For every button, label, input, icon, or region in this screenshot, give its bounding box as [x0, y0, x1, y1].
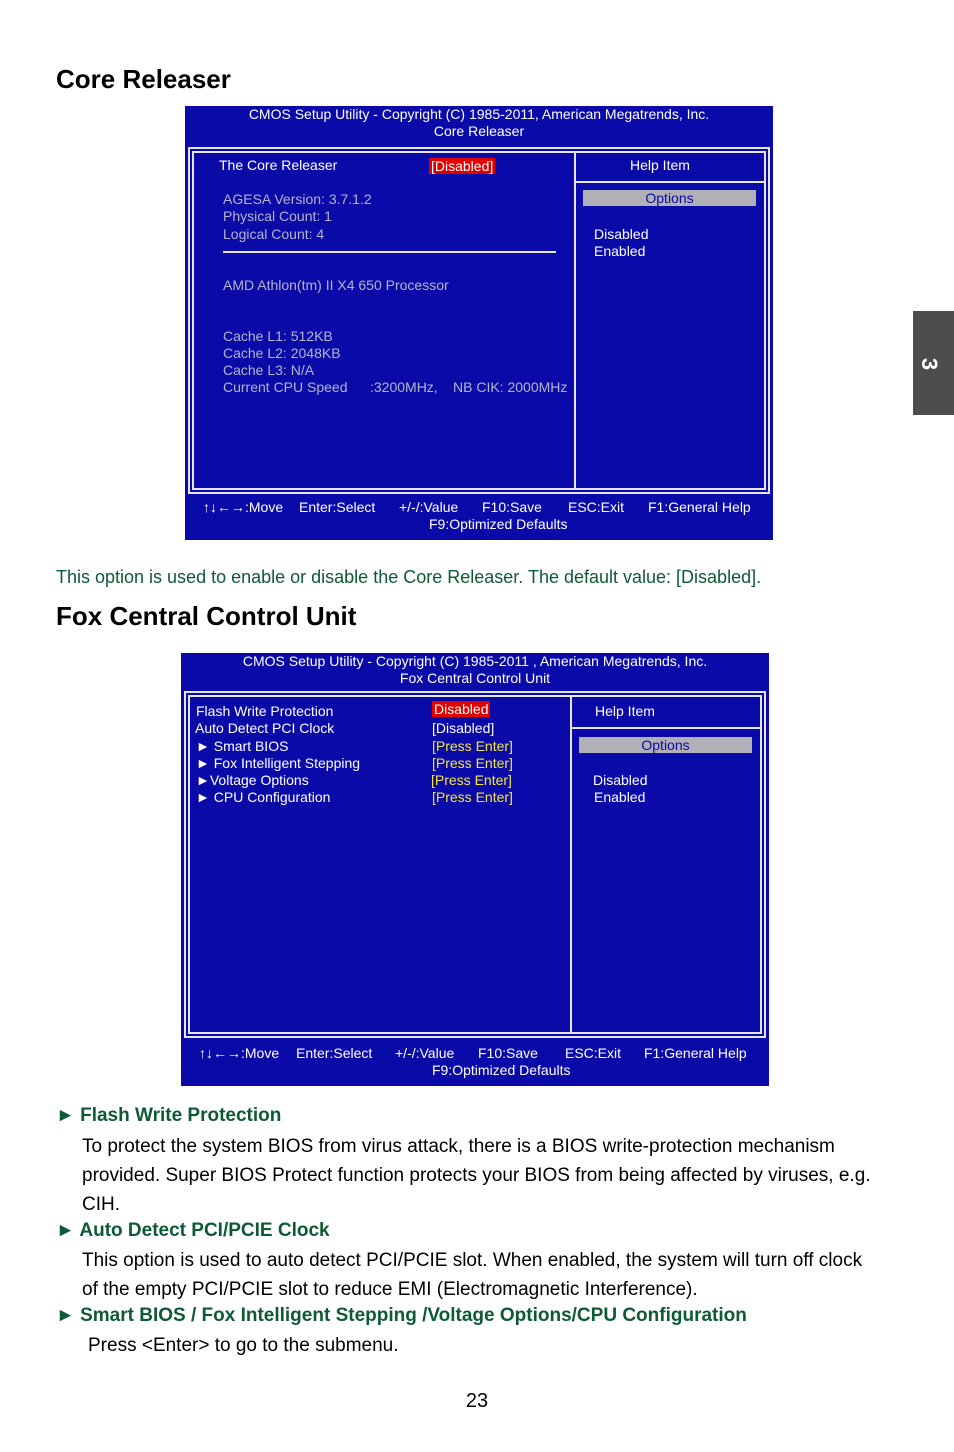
item-auto-detect-pci-clock[interactable]: Auto Detect PCI Clock — [195, 720, 335, 736]
text-line: provided. Super BIOS Protect function protects your BIOS from being affected by viruses, e.g. — [82, 1165, 871, 1186]
bios-help-divider — [572, 727, 760, 729]
page-number: 23 — [465, 1390, 489, 1412]
item-cpu-configuration[interactable]: ► CPU Configuration — [196, 789, 331, 805]
text-line: This option is used to auto detect PCI/PCIE slot. When enabled, the system will turn off clock — [82, 1250, 863, 1271]
help-item-title: Help Item — [630, 157, 690, 173]
bullet-text-auto-detect-pci — [82, 1246, 862, 1304]
item-smart-bios[interactable]: ► Smart BIOS — [196, 738, 289, 754]
chapter-number: 3 — [917, 357, 943, 371]
section-title-core-releaser: Core Releaser — [56, 64, 231, 94]
bullet-heading-smart-bios-submenus: ► Smart BIOS / Fox Intelligent Stepping /Voltage Options/CPU Configuration — [56, 1305, 747, 1326]
item-flash-write-protection[interactable]: Flash Write Protection — [196, 703, 334, 719]
cpu-speed-value: :3200MHz, — [370, 379, 438, 395]
logical-count: Logical Count: 4 — [223, 226, 325, 242]
text-line: To protect the system BIOS from virus attack, there is a BIOS write-protection mechanism — [82, 1136, 835, 1157]
footer-defaults: F9:Optimized Defaults — [429, 516, 568, 532]
option-disabled[interactable]: Disabled — [594, 226, 649, 242]
help-item-title: Help Item — [595, 703, 655, 719]
footer-help: F1:General Help — [644, 1045, 747, 1061]
footer-move: ↑↓←→:Move — [199, 1045, 280, 1061]
footer-save: F10:Save — [478, 1045, 538, 1061]
footer-help: F1:General Help — [648, 499, 751, 515]
bios-column-divider — [574, 151, 576, 488]
footer-value: +/-/:Value — [395, 1045, 455, 1061]
bios-header-line2: Core Releaser — [433, 123, 525, 139]
footer-defaults: F9:Optimized Defaults — [432, 1062, 571, 1078]
footer-value: +/-/:Value — [399, 499, 459, 515]
cache-l1: Cache L1: 512KB — [223, 328, 333, 344]
value-auto-detect-pci-clock[interactable]: [Disabled] — [432, 720, 495, 736]
text-line: CIH. — [82, 1194, 120, 1215]
core-releaser-description: This option is used to enable or disable the Core Releaser. The default value: [Disabled]. — [56, 567, 762, 587]
bullet-text-flash-write-protection — [82, 1132, 871, 1219]
footer-move: ↑↓←→:Move — [203, 499, 284, 515]
bullet-text-smart-bios-submenus — [88, 1331, 399, 1360]
item-voltage-options[interactable]: ►Voltage Options — [196, 772, 309, 788]
chapter-tab — [913, 311, 954, 415]
bullet-heading-flash-write-protection: ► Flash Write Protection — [56, 1105, 282, 1126]
bios-column-divider — [570, 695, 572, 1032]
bios-screen-core-releaser — [185, 106, 773, 540]
value-smart-bios[interactable]: [Press Enter] — [432, 738, 513, 754]
footer-save: F10:Save — [482, 499, 542, 515]
value-fox-intelligent-stepping[interactable]: [Press Enter] — [432, 755, 513, 771]
bios-header-line1: CMOS Setup Utility - Copyright (C) 1985-2011 , American Megatrends, Inc. — [242, 653, 708, 669]
value-flash-write-protection-text: Disabled — [434, 701, 489, 717]
cache-l3: Cache L3: N/A — [223, 362, 315, 378]
option-enabled[interactable]: Enabled — [594, 243, 646, 259]
core-releaser-value[interactable] — [429, 158, 495, 174]
info-divider — [223, 251, 556, 253]
footer-exit: ESC:Exit — [568, 499, 625, 515]
options-bar: Options — [579, 737, 752, 753]
agesa-version: AGESA Version: 3.7.1.2 — [223, 191, 372, 207]
bios-header-line1: CMOS Setup Utility - Copyright (C) 1985-2011, American Megatrends, Inc. — [248, 106, 710, 122]
item-fox-intelligent-stepping[interactable]: ► Fox Intelligent Stepping — [196, 755, 361, 771]
physical-count: Physical Count: 1 — [223, 208, 332, 224]
bios-screen-fox-ccu — [181, 653, 769, 1086]
bios-help-divider — [576, 181, 764, 183]
core-releaser-label[interactable]: The Core Releaser — [219, 157, 338, 173]
nb-clock: NB CIK: 2000MHz — [453, 379, 568, 395]
footer-select: Enter:Select — [296, 1045, 373, 1061]
value-voltage-options[interactable]: [Press Enter] — [431, 772, 512, 788]
cpu-speed-label: Current CPU Speed — [223, 379, 348, 395]
value-cpu-configuration[interactable]: [Press Enter] — [432, 789, 513, 805]
value-flash-write-protection[interactable] — [432, 701, 490, 717]
processor-name: AMD Athlon(tm) II X4 650 Processor — [223, 277, 449, 293]
option-enabled[interactable]: Enabled — [594, 789, 646, 805]
bullet-heading-auto-detect-pci: ► Auto Detect PCI/PCIE Clock — [56, 1220, 330, 1241]
section-title-fox-ccu: Fox Central Control Unit — [56, 601, 357, 631]
cache-l2: Cache L2: 2048KB — [223, 345, 341, 361]
options-bar: Options — [583, 190, 756, 206]
core-releaser-value-text: [Disabled] — [431, 158, 494, 174]
option-disabled[interactable]: Disabled — [593, 772, 648, 788]
text-line: of the empty PCI/PCIE slot to reduce EMI (Electromagnetic Interference). — [82, 1279, 698, 1300]
bios-header-line2: Fox Central Control Unit — [399, 670, 551, 686]
footer-select: Enter:Select — [299, 499, 376, 515]
footer-exit: ESC:Exit — [565, 1045, 622, 1061]
text-line: Press <Enter> to go to the submenu. — [88, 1335, 399, 1356]
